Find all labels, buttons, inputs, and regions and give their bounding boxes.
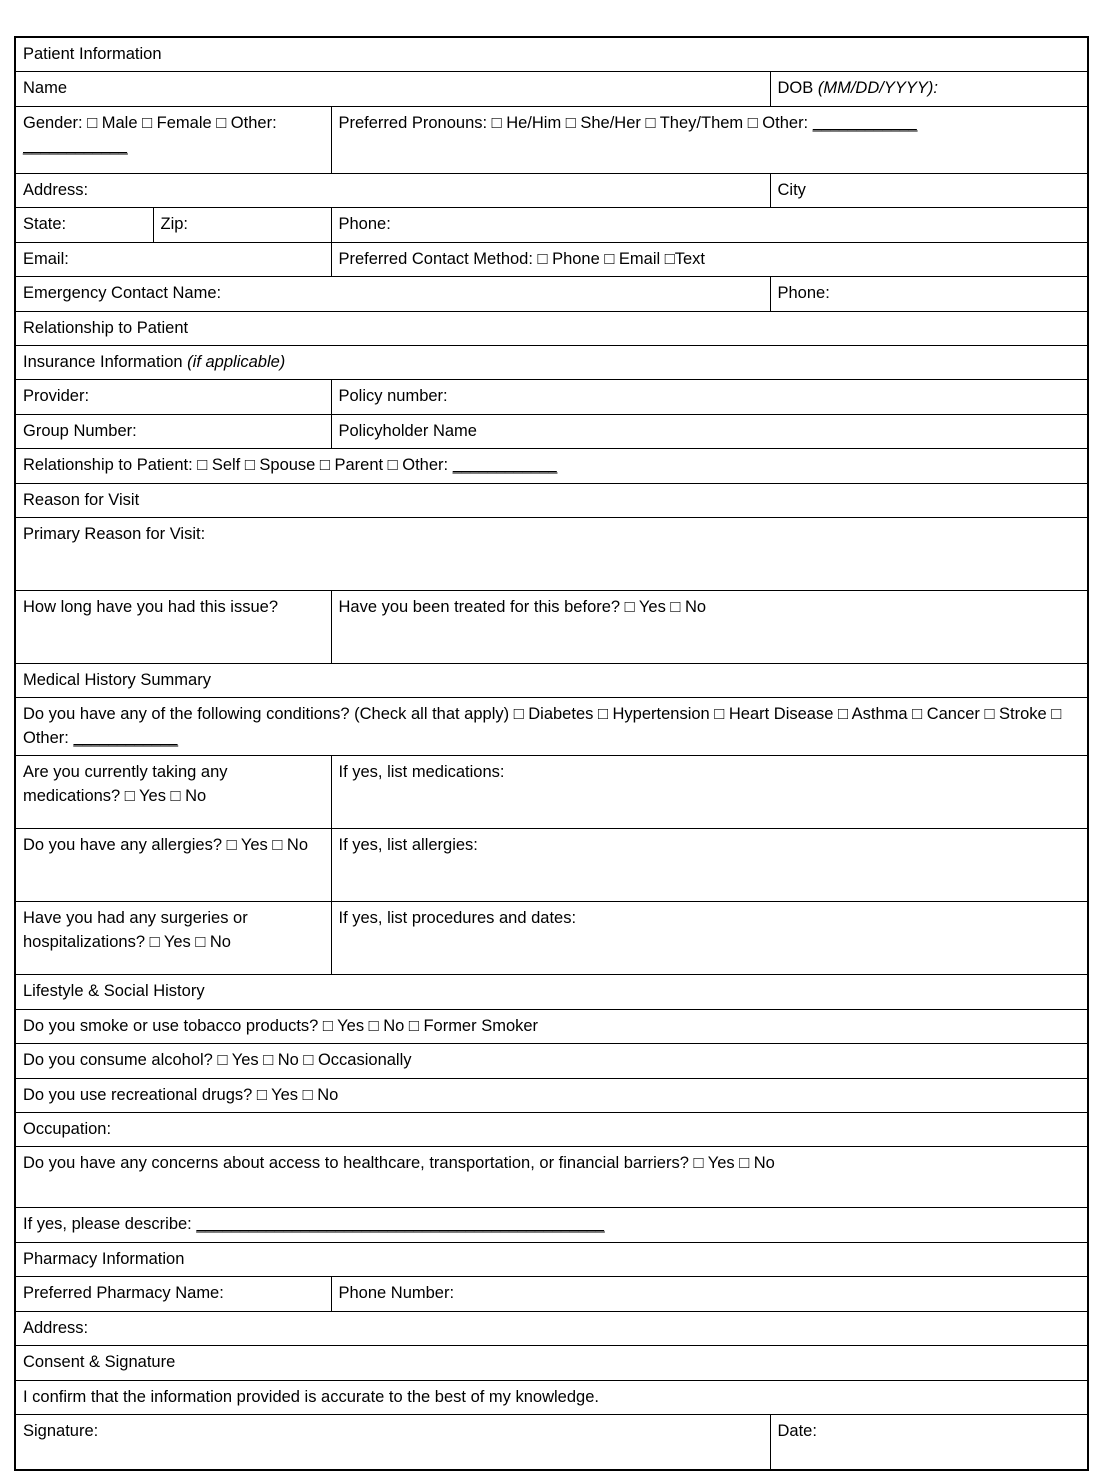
alcohol-field[interactable]: Do you consume alcohol? □ Yes □ No □ Occasionally (15, 1044, 1088, 1078)
signature-date-row (15, 1414, 1088, 1470)
insurance-heading-text: Insurance Information (23, 352, 188, 371)
describe-row (15, 1208, 1088, 1242)
relationship-to-patient-row (15, 311, 1088, 345)
emergency-contact-row (15, 277, 1088, 311)
pronouns-other-blank[interactable]: ____________ (812, 113, 917, 132)
group-number-field[interactable]: Group Number: (15, 414, 331, 448)
occupation-row (15, 1113, 1088, 1147)
section-heading-consent: Consent & Signature (15, 1346, 1088, 1380)
issue-duration-field[interactable]: How long have you had this issue? (15, 591, 331, 664)
name-dob-row (15, 72, 1088, 106)
policy-number-field[interactable]: Policy number: (331, 380, 1088, 414)
phone-field[interactable]: Phone: (331, 208, 1088, 242)
insurance-provider-field[interactable]: Provider: (15, 380, 331, 414)
name-field[interactable]: Name (15, 72, 770, 106)
email-contact-method-row (15, 242, 1088, 276)
patient-intake-form (14, 36, 1089, 1471)
pharmacy-name-field[interactable]: Preferred Pharmacy Name: (15, 1277, 331, 1311)
allergies-row (15, 829, 1088, 902)
confirmation-statement: I confirm that the information provided is accurate to the best of my knowledge. (15, 1380, 1088, 1414)
gender-other-blank[interactable]: ____________ (23, 137, 128, 156)
section-header-row (15, 483, 1088, 517)
pharmacy-address-field[interactable]: Address: (15, 1311, 1088, 1345)
drugs-row (15, 1078, 1088, 1112)
pronouns-field[interactable] (331, 106, 1088, 173)
emergency-contact-name-field[interactable]: Emergency Contact Name: (15, 277, 770, 311)
relationship-to-patient-field[interactable]: Relationship to Patient (15, 311, 1088, 345)
emergency-contact-phone-field[interactable]: Phone: (770, 277, 1088, 311)
tobacco-row (15, 1009, 1088, 1043)
pronouns-label: Preferred Pronouns: □ He/Him □ She/Her □ They/Them □ Other: (338, 113, 809, 132)
surgeries-question-field[interactable]: Have you had any surgeries or hospitalizations? □ Yes □ No (15, 902, 331, 975)
signature-field[interactable]: Signature: (15, 1414, 770, 1470)
medications-list-field[interactable]: If yes, list medications: (331, 756, 1088, 829)
pharmacy-phone-field[interactable]: Phone Number: (331, 1277, 1088, 1311)
gender-pronouns-row (15, 106, 1088, 173)
conditions-row (15, 698, 1088, 756)
insurance-heading-note: (if applicable) (187, 352, 286, 371)
city-field[interactable]: City (770, 173, 1088, 207)
state-field[interactable]: State: (15, 208, 153, 242)
allergies-question-field[interactable]: Do you have any allergies? □ Yes □ No (15, 829, 331, 902)
primary-reason-field[interactable]: Primary Reason for Visit: (15, 518, 1088, 591)
dob-label: DOB (777, 79, 818, 98)
dob-field[interactable] (770, 72, 1088, 106)
conditions-label: Do you have any of the following conditions? (Check all that apply) □ Diabetes □ Hypertension □ Heart Disease □ Asthma □ Cancer □ Stroke □ Other: (23, 705, 1062, 747)
barriers-describe-blank[interactable]: _______________________________________________ (196, 1215, 605, 1234)
section-header-row (15, 345, 1088, 379)
conditions-checklist-field[interactable] (15, 698, 1088, 756)
surgeries-list-field[interactable]: If yes, list procedures and dates: (331, 902, 1088, 975)
conditions-other-blank[interactable]: ____________ (73, 728, 178, 747)
preferred-contact-method-field[interactable]: Preferred Contact Method: □ Phone □ Email □Text (331, 242, 1088, 276)
barriers-describe-label: If yes, please describe: (23, 1215, 197, 1234)
section-heading-insurance-information (15, 345, 1088, 379)
barriers-row (15, 1147, 1088, 1208)
section-header-row (15, 1242, 1088, 1276)
medications-row (15, 756, 1088, 829)
section-heading-pharmacy: Pharmacy Information (15, 1242, 1088, 1276)
insurance-relationship-label: Relationship to Patient: □ Self □ Spouse □ Parent □ Other: (23, 456, 449, 475)
group-policyholder-row (15, 414, 1088, 448)
insurance-relationship-field[interactable] (15, 449, 1088, 483)
section-header-row (15, 1346, 1088, 1380)
date-field[interactable]: Date: (770, 1414, 1088, 1470)
tobacco-field[interactable]: Do you smoke or use tobacco products? □ Yes □ No □ Former Smoker (15, 1009, 1088, 1043)
pharmacy-address-row (15, 1311, 1088, 1345)
insurance-relationship-other-blank[interactable]: ____________ (452, 456, 557, 475)
primary-reason-row (15, 518, 1088, 591)
pharmacy-name-phone-row (15, 1277, 1088, 1311)
occupation-field[interactable]: Occupation: (15, 1113, 1088, 1147)
treated-before-field[interactable]: Have you been treated for this before? □ Yes □ No (331, 591, 1088, 664)
gender-field[interactable] (15, 106, 331, 173)
email-field[interactable]: Email: (15, 242, 331, 276)
recreational-drugs-field[interactable]: Do you use recreational drugs? □ Yes □ No (15, 1078, 1088, 1112)
section-heading-medical-history: Medical History Summary (15, 664, 1088, 698)
zip-field[interactable]: Zip: (153, 208, 331, 242)
insurance-relationship-row (15, 449, 1088, 483)
section-heading-reason-for-visit: Reason for Visit (15, 483, 1088, 517)
duration-treated-row (15, 591, 1088, 664)
dob-format-hint: (MM/DD/YYYY): (817, 79, 938, 98)
section-heading-patient-information: Patient Information (15, 37, 1088, 72)
healthcare-barriers-field[interactable]: Do you have any concerns about access to healthcare, transportation, or financial barriers? □ Yes □ No (15, 1147, 1088, 1208)
surgeries-row (15, 902, 1088, 975)
policyholder-name-field[interactable]: Policyholder Name (331, 414, 1088, 448)
gender-label: Gender: □ Male □ Female □ Other: (23, 113, 277, 132)
allergies-list-field[interactable]: If yes, list allergies: (331, 829, 1088, 902)
section-heading-lifestyle: Lifestyle & Social History (15, 975, 1088, 1009)
section-header-row (15, 664, 1088, 698)
barriers-describe-field[interactable] (15, 1208, 1088, 1242)
provider-policy-row (15, 380, 1088, 414)
address-city-row (15, 173, 1088, 207)
section-header-row (15, 975, 1088, 1009)
state-zip-phone-row (15, 208, 1088, 242)
section-header-row (15, 37, 1088, 72)
alcohol-row (15, 1044, 1088, 1078)
medications-question-field[interactable]: Are you currently taking any medications? □ Yes □ No (15, 756, 331, 829)
confirmation-row (15, 1380, 1088, 1414)
address-field[interactable]: Address: (15, 173, 770, 207)
